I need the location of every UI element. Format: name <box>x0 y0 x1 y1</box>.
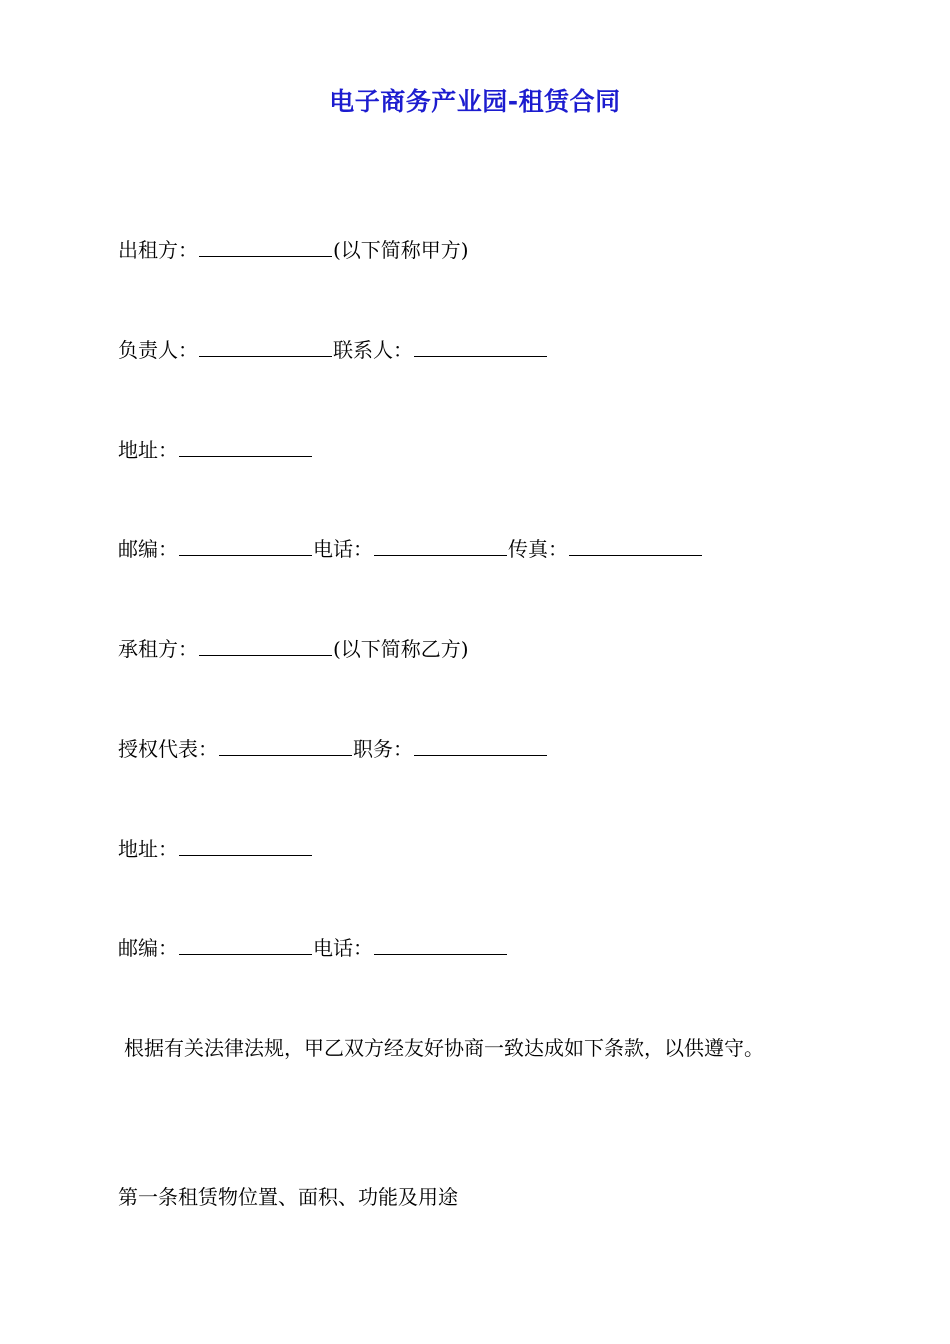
lessee-postcode-label: 邮编： <box>118 936 178 960</box>
position-blank[interactable] <box>414 735 547 756</box>
lessee-line <box>118 635 469 663</box>
contact-blank[interactable] <box>414 336 547 357</box>
preamble-paragraph: 根据有关法律法规，甲乙双方经友好协商一致达成如下条款，以供遵守。 <box>124 1036 764 1060</box>
lessor-phone-blank[interactable] <box>374 535 507 556</box>
authorized-rep-blank[interactable] <box>219 735 352 756</box>
position-label: 职务： <box>353 737 413 761</box>
lessor-address-label: 地址： <box>118 438 178 462</box>
article-1-heading: 第一条租赁物位置、面积、功能及用途 <box>118 1185 458 1209</box>
authorized-rep-label: 授权代表： <box>118 737 218 761</box>
lessor-address-blank[interactable] <box>179 436 312 457</box>
lessor-name-blank[interactable] <box>199 236 332 257</box>
lessor-suffix: (以下简称甲方) <box>333 238 469 262</box>
lessee-address-label: 地址： <box>118 837 178 861</box>
person-in-charge-label: 负责人： <box>118 338 198 362</box>
lessee-postcode-blank[interactable] <box>179 934 312 955</box>
lessor-label: 出租方： <box>118 238 198 262</box>
lessor-postcode-blank[interactable] <box>179 535 312 556</box>
lessee-label: 承租方： <box>118 637 198 661</box>
lessee-address-line <box>118 835 313 863</box>
lessor-fax-label: 传真： <box>508 537 568 561</box>
document-title: 电子商务产业园-租赁合同 <box>329 87 621 116</box>
person-in-charge-blank[interactable] <box>199 336 332 357</box>
lessor-line <box>118 236 469 264</box>
lessor-phone-label: 电话： <box>313 537 373 561</box>
lessee-rep-line <box>118 735 548 763</box>
contact-label: 联系人： <box>333 338 413 362</box>
lessee-suffix: (以下简称乙方) <box>333 637 469 661</box>
lessee-phone-blank[interactable] <box>374 934 507 955</box>
lessee-phone-label: 电话： <box>313 936 373 960</box>
lessor-contact-line <box>118 336 548 364</box>
lessor-postcode-label: 邮编： <box>118 537 178 561</box>
lessor-fax-blank[interactable] <box>569 535 702 556</box>
lessee-address-blank[interactable] <box>179 835 312 856</box>
lessee-postcode-line <box>118 934 508 962</box>
lessor-postcode-line <box>118 535 703 563</box>
lessor-address-line <box>118 436 313 464</box>
lessee-name-blank[interactable] <box>199 635 332 656</box>
